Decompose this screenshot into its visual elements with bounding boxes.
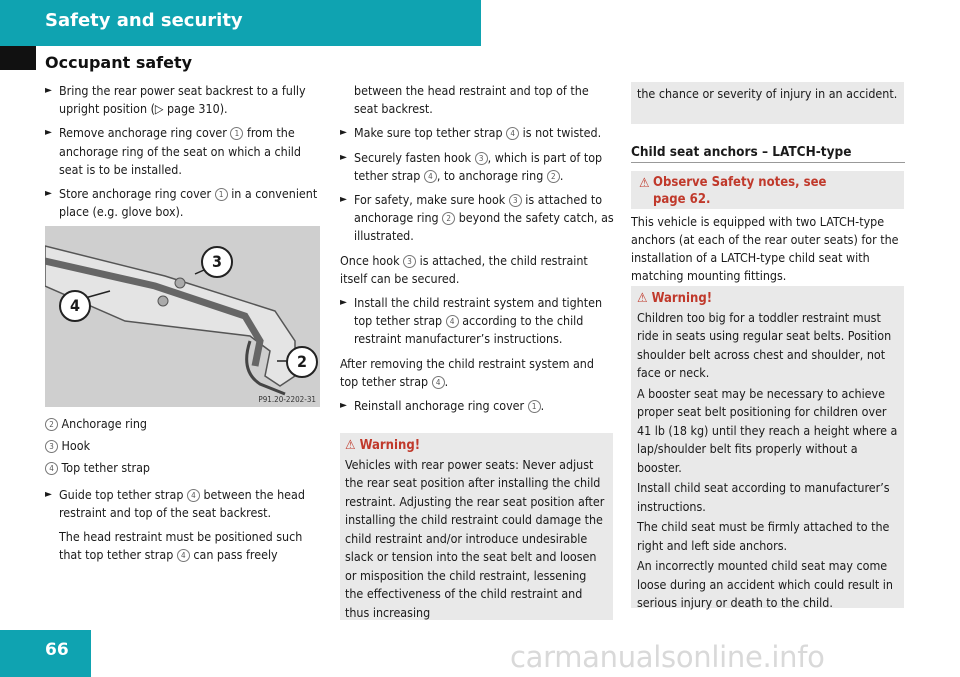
section-title: Occupant safety [45, 53, 193, 72]
column-1-lower [45, 415, 323, 570]
instruction-step: ► Bring the rear power seat backrest to a fully upright position (▷ page 310). [45, 83, 306, 117]
callout-number: 1 [528, 400, 541, 413]
warning-heading: ⚠ Warning! [345, 438, 421, 453]
arrow-icon: ► [45, 488, 52, 500]
callout-anchorage-ring: 2 [286, 346, 318, 378]
callout-number: 4 [187, 489, 200, 502]
callout-number: 4 [432, 376, 445, 389]
section-tab-marker [0, 46, 36, 70]
callout-number: 2 [442, 212, 455, 225]
instruction-step: ► For safety, make sure hook 3 is attached to anchorage ring 2 beyond the safety catch, as illustrated. [340, 192, 614, 244]
callout-number: 3 [403, 255, 416, 268]
callout-number: 3 [509, 194, 522, 207]
warning-triangle-icon: ⚠ [637, 291, 648, 306]
arrow-icon: ► [45, 188, 52, 200]
warning-paragraph: Children too big for a toddler restraint must ride in seats using regular seat belts. Position shoulder belt across chest and shoulder, not face or neck. [637, 309, 892, 380]
callout-number: 4 [446, 315, 459, 328]
watermark: carmanualsonline.info [510, 640, 825, 674]
legend-item: 2 Anchorage ring [45, 415, 323, 433]
callout-number: 4 [177, 549, 190, 562]
warning-box [340, 433, 613, 620]
column-1 [45, 82, 323, 227]
instruction-step: ► Remove anchorage ring cover 1 from the anchorage ring of the seat on which a child seat is to be installed. [45, 125, 301, 177]
legend-number: 4 [45, 462, 58, 475]
paragraph: Once hook 3 is attached, the child restraint itself can be secured. [340, 252, 588, 286]
callout-number: 4 [424, 170, 437, 183]
callout-top-tether-strap: 4 [59, 290, 91, 322]
instruction-step: ► Securely fasten hook 3 , which is part of top tether strap 4 , to anchorage ring 2 . [340, 149, 603, 183]
arrow-icon: ► [45, 85, 52, 96]
arrow-icon: ► [340, 127, 347, 139]
warning-paragraph: An incorrectly mounted child seat may come loose during an accident which could result in serious injury or death to the child. [637, 558, 893, 610]
arrow-icon: ► [45, 127, 52, 139]
arrow-icon: ► [340, 297, 347, 309]
warning-paragraph: Install child seat according to manufacturer’s instructions. [637, 480, 890, 514]
arrow-icon: ► [340, 151, 347, 163]
safety-notice-box [631, 171, 904, 209]
column-2 [340, 82, 615, 421]
paragraph: After removing the child restraint system and top tether strap 4 . [340, 355, 594, 389]
instruction-note: The head restraint must be positioned such that top tether strap 4 can pass freely [59, 529, 303, 563]
arrow-icon: ► [340, 194, 347, 206]
instruction-step: ► Store anchorage ring cover 1 in a convenient place (e.g. glove box). [45, 186, 318, 220]
page-number: 66 [45, 640, 69, 660]
warning-text: the chance or severity of injury in an accident. [637, 86, 898, 101]
safety-notice-text: Observe Safety notes, see page 62. [653, 175, 827, 207]
chapter-title: Safety and security [45, 10, 243, 31]
warning-paragraph: The child seat must be firmly attached to the right and left side anchors. [637, 519, 890, 553]
arrow-icon: ► [340, 400, 347, 412]
instruction-step: ► Make sure top tether strap 4 is not twisted. [340, 124, 615, 142]
figure-code: P91.20-2202-31 [258, 395, 316, 404]
warning-paragraph: A booster seat may be necessary to achieve proper seat belt positioning for children over 41 lb (18 kg) until they reach a height where a lap/shoulder belt fits properly without a booster. [637, 385, 898, 475]
section-heading: Child seat anchors – LATCH-type [631, 144, 852, 160]
divider [631, 162, 905, 163]
instruction-step: ► Install the child restraint system and tighten top tether strap 4 according to the child restraint manufacturer’s instructions. [340, 295, 603, 347]
legend-number: 2 [45, 418, 58, 431]
callout-number: 1 [230, 127, 243, 140]
instruction-continuation: between the head restraint and top of the seat backrest. [354, 83, 589, 117]
instruction-step: ► Guide top tether strap 4 between the head restraint and top of the seat backrest. [45, 486, 305, 520]
warning-triangle-icon: ⚠ [345, 438, 356, 453]
warning-text: Vehicles with rear power seats: Never adjust the rear seat position after installing the child restraint. Adjusting the rear seat position after installing the child restraint could damage the child restraint and/or introduce undesirable slack or tension into the seat belt and loosen or misposition the child restraint, lessening the effectiveness of the child restraint and thus increasing [345, 456, 605, 620]
legend-item: 4 Top tether strap [45, 459, 323, 477]
callout-number: 3 [475, 152, 488, 165]
warning-box-continued [631, 82, 904, 124]
latch-intro: This vehicle is equipped with two LATCH-type anchors (at each of the rear outer seats) for the installation of a LATCH-type child seat with matching mounting fittings. [631, 214, 899, 283]
legend-item: 3 Hook [45, 437, 323, 455]
warning-heading: ⚠ Warning! [637, 291, 713, 306]
instruction-step: ► Reinstall anchorage ring cover 1 . [340, 397, 615, 415]
callout-hook: 3 [201, 246, 233, 278]
legend-number: 3 [45, 440, 58, 453]
callout-number: 1 [215, 188, 228, 201]
tether-hook-illustration [45, 226, 320, 407]
warning-box [631, 286, 904, 608]
warning-triangle-icon: ⚠ [639, 176, 650, 191]
callout-number: 2 [547, 170, 560, 183]
callout-number: 4 [506, 127, 519, 140]
